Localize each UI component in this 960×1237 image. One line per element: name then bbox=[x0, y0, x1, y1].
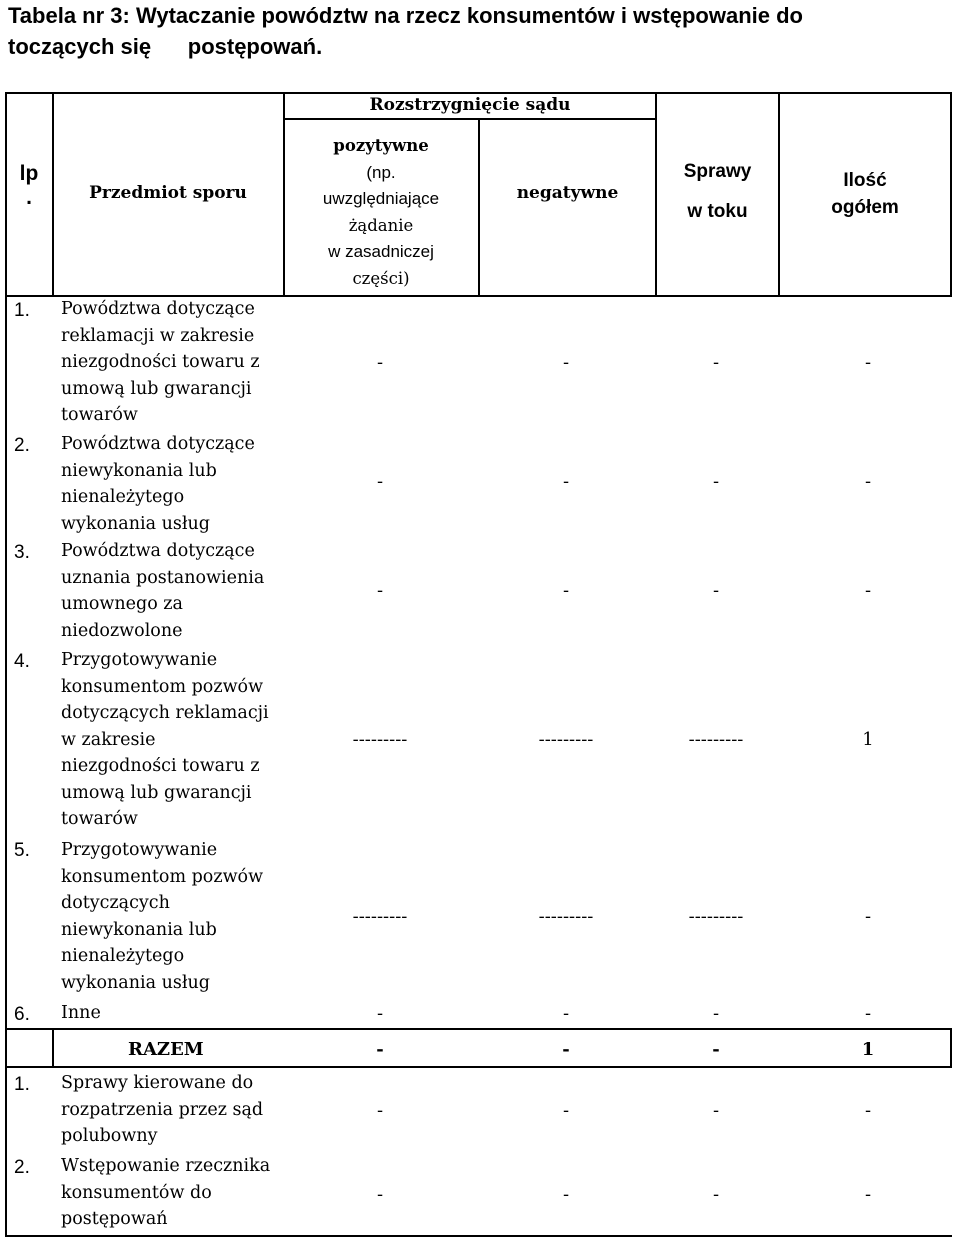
razem-positive: - bbox=[376, 1039, 384, 1060]
extra-2-total: - bbox=[864, 1184, 872, 1205]
row-4-pending: --------- bbox=[688, 729, 744, 750]
razem-pending: - bbox=[712, 1039, 720, 1060]
row-6-pending: - bbox=[712, 1003, 720, 1024]
row-3-positive: - bbox=[376, 580, 384, 601]
razem-total: 1 bbox=[861, 1039, 875, 1060]
row-2-line: Powództwa dotyczące bbox=[61, 434, 255, 454]
table-border-right-2 bbox=[950, 1028, 952, 1068]
row-5-subject bbox=[61, 837, 263, 996]
row-1-number: 1. bbox=[14, 300, 30, 321]
row-4-total: 1 bbox=[862, 729, 874, 750]
header-subject: Przedmiot sporu bbox=[89, 183, 247, 203]
header-negative: negatywne bbox=[516, 183, 619, 203]
extra-2-pending: - bbox=[712, 1184, 720, 1205]
row-6-negative: - bbox=[562, 1003, 570, 1024]
row-3-negative: - bbox=[562, 580, 570, 601]
row-line-razem-top bbox=[5, 1028, 952, 1030]
row-1-pending: - bbox=[712, 352, 720, 373]
header-ruling: Rozstrzygnięcie sądu bbox=[369, 95, 571, 115]
extra-2-subject bbox=[61, 1153, 270, 1233]
header-positive bbox=[285, 133, 477, 292]
header-pending bbox=[657, 152, 778, 232]
row-4-line: niezgodności towaru z bbox=[61, 756, 260, 776]
row-5-negative: --------- bbox=[538, 906, 594, 927]
row-6-positive: - bbox=[376, 1003, 384, 1024]
row-4-line: w zakresie bbox=[61, 729, 156, 750]
row-2-pending: - bbox=[712, 471, 720, 492]
row-1-line: niezgodności towaru z bbox=[61, 352, 260, 372]
row-2-line: nienależytego bbox=[61, 487, 185, 507]
row-1-line: umową lub gwarancji bbox=[61, 378, 252, 399]
header-pending-line-1: Sprawy bbox=[683, 161, 752, 182]
row-6-number: 6. bbox=[14, 1004, 30, 1025]
row-4-line: dotyczących reklamacji bbox=[61, 703, 269, 723]
extra-2-negative: - bbox=[562, 1184, 570, 1205]
extra-1-line: rozpatrzenia przez sąd bbox=[61, 1099, 264, 1120]
header-positive-line-3: uwzględniające bbox=[322, 189, 440, 208]
extra-2-line: Wstępowanie rzecznika bbox=[61, 1156, 271, 1176]
row-5-line: nienależytego bbox=[61, 946, 185, 966]
header-positive-line-1: pozytywne bbox=[333, 136, 429, 155]
extra-1-pending: - bbox=[712, 1100, 720, 1121]
extra-1-total: - bbox=[864, 1100, 872, 1121]
row-5-pending: --------- bbox=[688, 906, 744, 927]
header-total-line-2: ogółem bbox=[831, 197, 899, 218]
header-positive-line-5: w zasadniczej bbox=[328, 242, 434, 261]
extra-1-line: polubowny bbox=[61, 1126, 158, 1146]
row-1-line: reklamacji w zakresie bbox=[61, 325, 255, 346]
table-divider-positive bbox=[478, 118, 480, 296]
row-3-line: uznania postanowienia bbox=[61, 567, 265, 588]
extra-2-line: postępowań bbox=[61, 1209, 168, 1229]
row-2-number: 2. bbox=[14, 435, 30, 456]
extra-1-subject bbox=[61, 1070, 263, 1150]
header-lp-bottom: . bbox=[26, 186, 32, 209]
row-4-positive: --------- bbox=[352, 729, 408, 750]
row-3-subject bbox=[61, 538, 264, 644]
row-2-line: niewykonania lub bbox=[61, 460, 217, 481]
table-divider-razem bbox=[52, 1028, 54, 1068]
row-line-razem-bottom bbox=[5, 1066, 952, 1068]
row-3-pending: - bbox=[712, 580, 720, 601]
row-3-line: Powództwa dotyczące bbox=[61, 541, 255, 561]
extra-1-negative: - bbox=[562, 1100, 570, 1121]
extra-1-line: Sprawy kierowane do bbox=[61, 1073, 254, 1093]
row-4-subject bbox=[61, 647, 269, 833]
row-5-line: konsumentom pozwów bbox=[61, 866, 264, 887]
row-2-total: - bbox=[864, 471, 872, 492]
row-3-number: 3. bbox=[14, 542, 30, 563]
row-4-number: 4. bbox=[14, 651, 30, 672]
row-2-subject bbox=[61, 431, 255, 537]
extra-2-line: konsumentów do bbox=[61, 1182, 212, 1203]
razem-negative: - bbox=[562, 1039, 570, 1060]
row-2-negative: - bbox=[562, 471, 570, 492]
row-4-line: Przygotowywanie bbox=[61, 650, 218, 670]
row-6-total: - bbox=[864, 1003, 872, 1024]
table-title-line-1: Tabela nr 3: Wytaczanie powództw na rzecz konsumentów i wstępowanie do bbox=[8, 3, 803, 28]
row-5-line: niewykonania lub bbox=[61, 919, 217, 940]
row-5-total: - bbox=[864, 906, 872, 927]
row-5-line: Przygotowywanie bbox=[61, 840, 218, 860]
row-1-subject bbox=[61, 296, 260, 429]
row-3-total: - bbox=[864, 580, 872, 601]
row-6-line: Inne bbox=[61, 1003, 101, 1023]
extra-2-positive: - bbox=[376, 1184, 384, 1205]
row-1-total: - bbox=[864, 352, 872, 373]
extra-1-positive: - bbox=[376, 1100, 384, 1121]
row-3-line: niedozwolone bbox=[61, 620, 183, 641]
row-1-line: Powództwa dotyczące bbox=[61, 299, 255, 319]
extra-2-number: 2. bbox=[14, 1157, 30, 1178]
row-4-line: konsumentom pozwów bbox=[61, 676, 264, 697]
row-5-line: dotyczących bbox=[61, 893, 170, 913]
row-5-number: 5. bbox=[14, 840, 30, 861]
row-4-negative: --------- bbox=[538, 729, 594, 750]
row-1-negative: - bbox=[562, 352, 570, 373]
table-title-line-2: toczących się postępowań. bbox=[8, 34, 323, 59]
row-4-line: towarów bbox=[61, 809, 138, 829]
row-2-positive: - bbox=[376, 471, 384, 492]
razem-label: RAZEM bbox=[128, 1039, 204, 1060]
row-2-line: wykonania usług bbox=[61, 513, 210, 534]
row-3-line: umownego za bbox=[61, 594, 183, 614]
header-positive-line-6: części) bbox=[352, 268, 410, 288]
row-6-subject bbox=[61, 1000, 101, 1027]
header-positive-line-2: (np. bbox=[366, 162, 396, 182]
row-1-positive: - bbox=[376, 352, 384, 373]
table-border-right bbox=[950, 92, 952, 296]
extra-1-number: 1. bbox=[14, 1074, 30, 1095]
row-5-positive: --------- bbox=[352, 906, 408, 927]
header-total-line-1: Ilość bbox=[843, 170, 887, 191]
header-lp-top: lp bbox=[19, 162, 39, 185]
row-5-line: wykonania usług bbox=[61, 972, 210, 993]
header-pending-line-2: w toku bbox=[687, 201, 748, 222]
row-4-line: umową lub gwarancji bbox=[61, 782, 252, 803]
header-lp bbox=[6, 162, 52, 210]
header-positive-line-4: żądanie bbox=[348, 215, 414, 235]
header-total bbox=[780, 167, 950, 221]
row-1-line: towarów bbox=[61, 405, 138, 425]
